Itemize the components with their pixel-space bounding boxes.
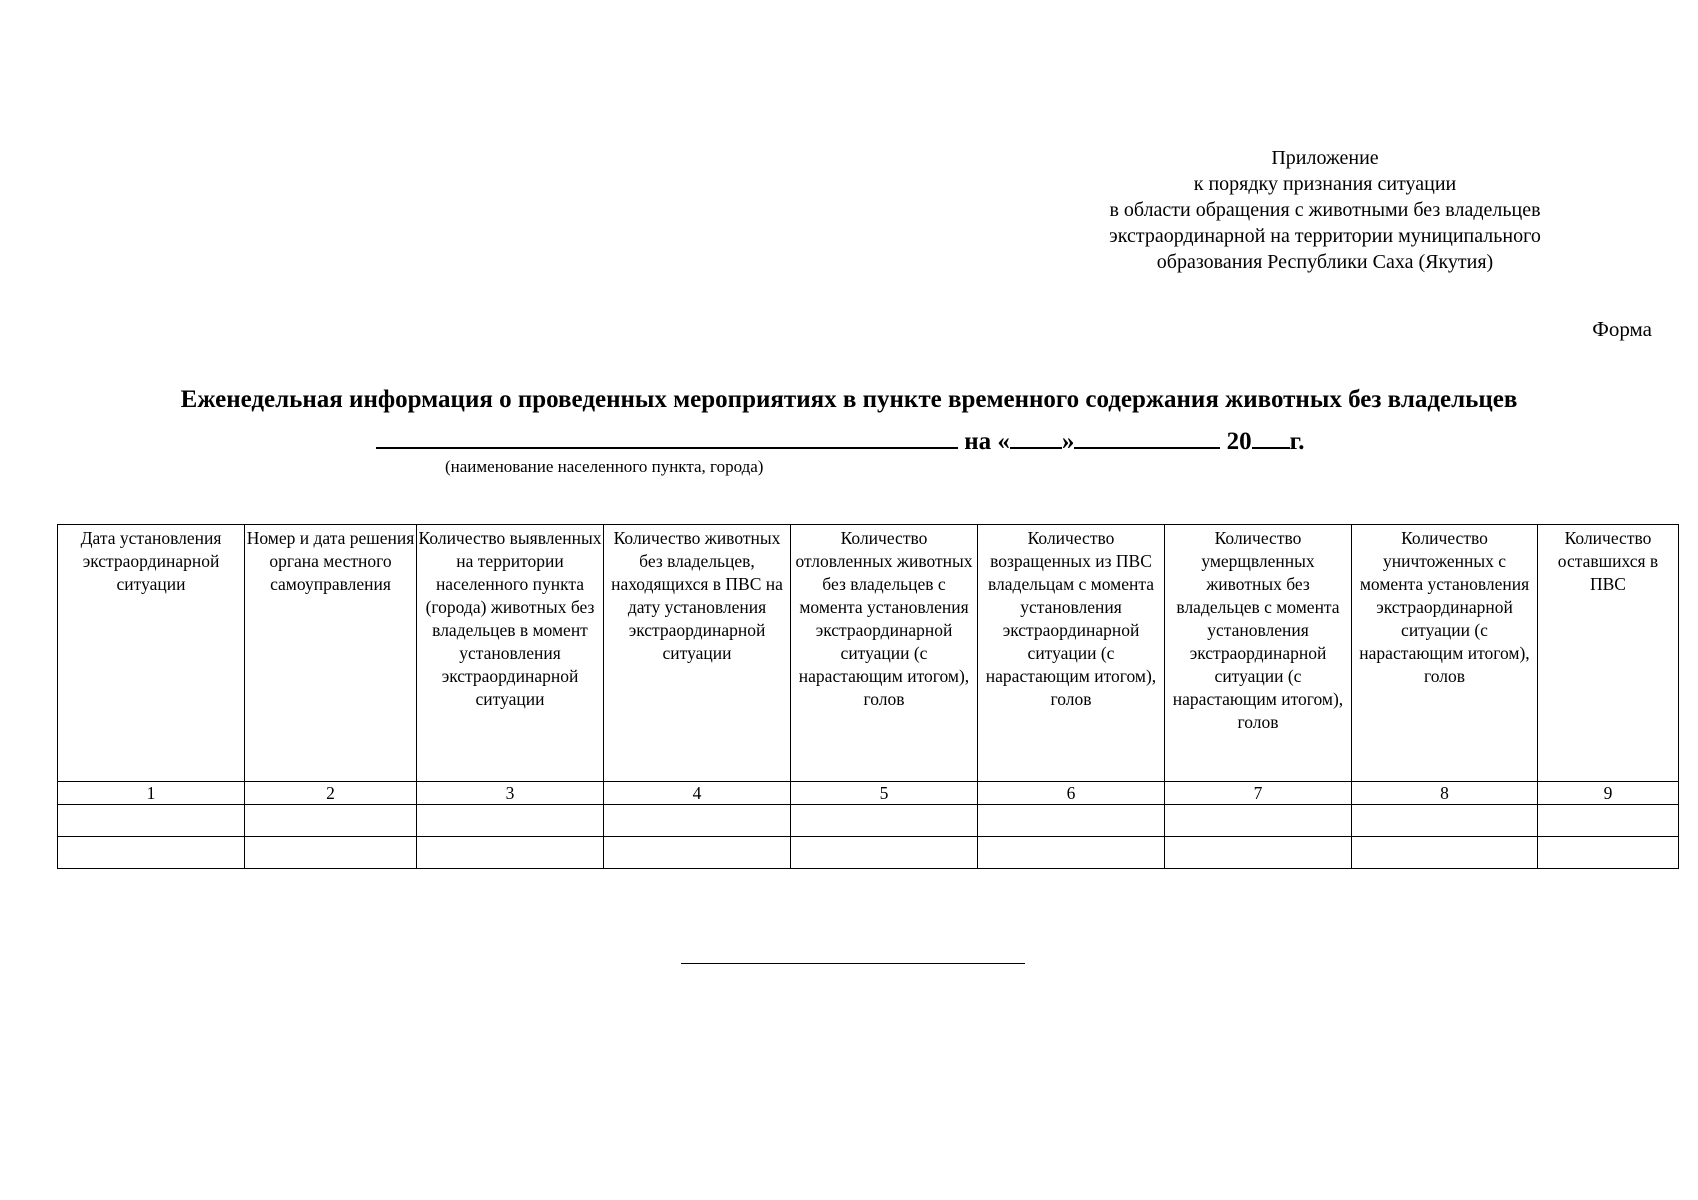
table-cell [791, 805, 978, 837]
settlement-caption: (наименование населенного пункта, города) [445, 457, 764, 476]
column-number: 1 [58, 782, 245, 805]
table-cell [58, 837, 245, 869]
appendix-line: в области обращения с животными без владельцев [1109, 199, 1541, 221]
column-number: 5 [791, 782, 978, 805]
appendix-line: к порядку признания ситуации [1193, 173, 1457, 195]
date-prefix: на « [964, 428, 1010, 455]
table-cell [417, 837, 604, 869]
table-cell [245, 837, 417, 869]
column-number-row [58, 782, 1679, 805]
column-header: Количество оставшихся в ПВС [1538, 525, 1679, 782]
report-table [57, 524, 1679, 869]
column-number: 7 [1165, 782, 1352, 805]
table-cell [1352, 805, 1538, 837]
column-header: Количество выявленных на территории населенного пункта (города) животных без владельцев в момент установления экстраординарной ситуации [417, 525, 604, 782]
column-header: Номер и дата решения органа местного самоуправления [245, 525, 417, 782]
year-prefix: 20 [1226, 428, 1252, 455]
column-header: Количество животных без владельцев, находящихся в ПВС на дату установления экстраординарной ситуации [604, 525, 791, 782]
table-cell [58, 805, 245, 837]
table-cell [791, 837, 978, 869]
table-cell [1538, 837, 1679, 869]
appendix-line: образования Республики Саха (Якутия) [1156, 251, 1494, 273]
signature-line [681, 963, 1025, 964]
settlement-blank [376, 423, 958, 449]
column-number: 8 [1352, 782, 1538, 805]
appendix-block [1080, 145, 1570, 275]
appendix-line: экстраординарной на территории муниципального [1109, 225, 1541, 247]
appendix-line: Приложение [1271, 147, 1379, 169]
table-cell [604, 805, 791, 837]
date-mid: » [1061, 428, 1075, 455]
table-cell [1165, 837, 1352, 869]
table-cell [978, 805, 1165, 837]
year-suffix: г. [1289, 428, 1305, 455]
header-row [58, 525, 1679, 782]
table-cell [245, 805, 417, 837]
column-header: Количество умерщвленных животных без владельцев с момента установления экстраординарной ситуации (с нарастающим итогом), голов [1165, 525, 1352, 782]
table-cell [1165, 805, 1352, 837]
column-number: 3 [417, 782, 604, 805]
title-date-line [376, 423, 1304, 456]
column-number: 9 [1538, 782, 1679, 805]
form-label: Форма [1592, 317, 1652, 341]
column-header: Количество возращенных из ПВС владельцам с момента установления экстраординарной ситуации (с нарастающим итогом), голов [978, 525, 1165, 782]
column-header: Количество отловленных животных без владельцев с момента установления экстраординарной ситуации (с нарастающим итогом), голов [791, 525, 978, 782]
column-header: Количество уничтоженных с момента установления экстраординарной ситуации (с нарастающим итогом), голов [1352, 525, 1538, 782]
table-cell [604, 837, 791, 869]
table-row [58, 837, 1679, 869]
column-number: 2 [245, 782, 417, 805]
column-header: Дата установления экстраординарной ситуации [58, 525, 245, 782]
table-cell [417, 805, 604, 837]
table-cell [978, 837, 1165, 869]
column-number: 4 [604, 782, 791, 805]
month-blank [1074, 423, 1220, 449]
year-blank [1252, 423, 1290, 449]
column-number: 6 [978, 782, 1165, 805]
table-cell [1352, 837, 1538, 869]
table-row [58, 805, 1679, 837]
document-title: Еженедельная информация о проведенных мероприятиях в пункте временного содержания животных без владельцев [180, 386, 1518, 413]
day-blank [1010, 423, 1062, 449]
table-cell [1538, 805, 1679, 837]
